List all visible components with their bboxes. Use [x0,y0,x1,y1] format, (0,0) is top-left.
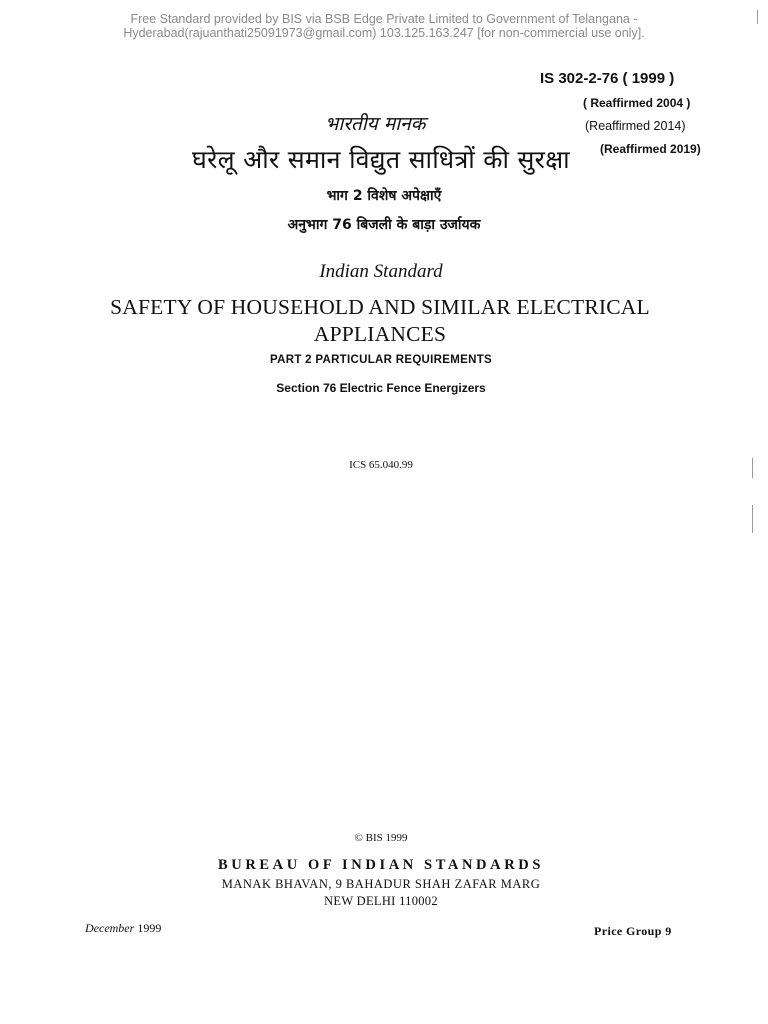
ics-code: ICS 65.040.99 [349,459,413,471]
watermark-line-1: Free Standard provided by BIS via BSB Edge Private Limited to Government of Telangana - [130,12,638,26]
reaffirmed-2004: ( Reaffirmed 2004 ) [583,96,691,110]
publication-date [85,921,161,936]
scan-artifact-mark [757,10,758,24]
publication-month: December [85,921,135,935]
publisher-name: BUREAU OF INDIAN STANDARDS [217,857,545,873]
price-group: Price Group 9 [594,924,672,938]
publisher-address-line-2: NEW DELHI 110002 [324,894,438,908]
scan-artifact-mark [752,458,753,478]
hindi-section: अनुभाग 76 बिजली के बाड़ा उर्जायक [287,217,481,233]
scan-artifact-mark [752,505,753,533]
part-heading: PART 2 PARTICULAR REQUIREMENTS [270,354,492,366]
indian-standard-label: Indian Standard [319,261,443,282]
hindi-standard-label: भारतीय मानक [325,113,426,135]
section-heading: Section 76 Electric Fence Energizers [276,381,486,395]
watermark-line-2: Hyderabad(rajuanthati25091973@gmail.com) 103.125.163.247 [for non-commercial use only]. [123,26,645,40]
standard-number: IS 302-2-76 ( 1999 ) [540,70,675,87]
copyright: © BIS 1999 [354,832,408,844]
publication-year: 1999 [137,921,162,935]
hindi-title: घरेलू और समान विद्युत साधित्रों की सुरक्षा [192,145,570,174]
reaffirmed-2019: (Reaffirmed 2019) [600,142,701,156]
hindi-part: भाग 2 विशेष अपेक्षाएँ [326,188,442,204]
document-title: SAFETY OF HOUSEHOLD AND SIMILAR ELECTRICAL APPLIANCES [110,295,650,346]
reaffirmed-2014: (Reaffirmed 2014) [585,119,686,133]
publisher-address-line-1: MANAK BHAVAN, 9 BAHADUR SHAH ZAFAR MARG [221,877,541,891]
watermark-notice [0,12,768,40]
